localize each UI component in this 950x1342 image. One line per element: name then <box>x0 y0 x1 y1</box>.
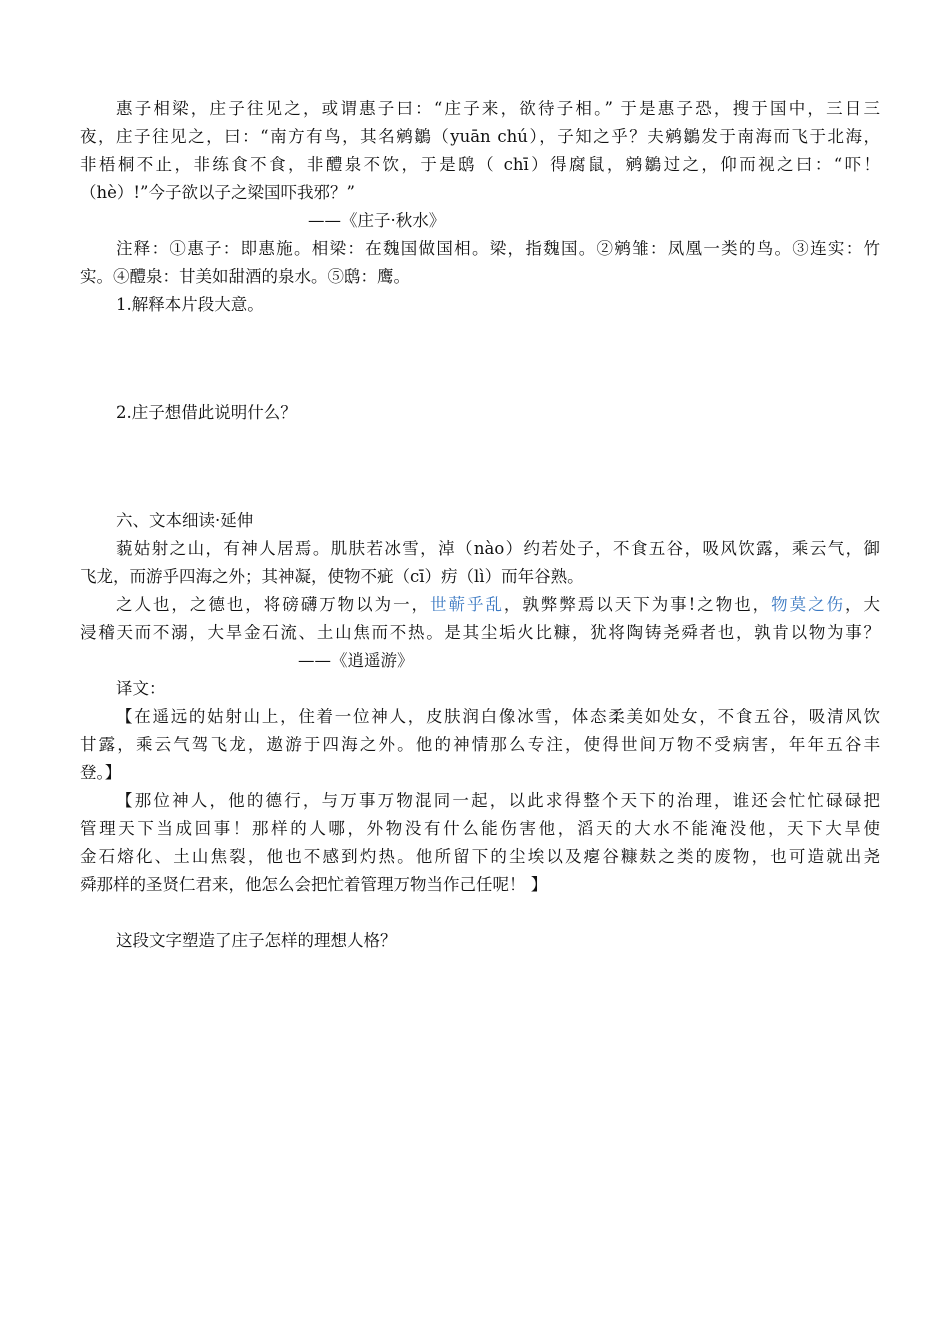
final-question: 这段文字塑造了庄子怎样的理想人格？ <box>116 931 397 950</box>
section6-heading: 六、文本细读·延伸 <box>116 511 254 530</box>
section6-para1-line-1: 藐姑射之山，有神人居焉。肌肤若冰雪，淖（nào）约若处子，不食五谷，吸风饮露，乘云气，御 <box>116 539 880 558</box>
passage1-line-1: 惠子相梁，庄子往见之，或谓惠子曰：“庄子来，欲待子相。” 于是惠子恐，搜于国中，三日三 <box>116 99 880 118</box>
question-2: 2.庄子想借此说明什么？ <box>116 403 297 422</box>
translation2-line-4: 舜那样的圣贤仁君来，他怎么会把忙着管理万物当作己任呢！ 】 <box>80 875 548 894</box>
translation2-line-1: 【那位神人，他的德行，与万事万物混同一起，以此求得整个天下的治理，谁还会忙忙碌碌把 <box>116 791 880 810</box>
translation2-line-3: 金石熔化、土山焦裂，他也不感到灼热。他所留下的尘埃以及瘪谷糠麸之类的废物，也可造就出尧 <box>80 847 880 866</box>
translation1-line-1: 【在遥远的姑射山上，住着一位神人，皮肤润白像冰雪，体态柔美如处女，不食五谷，吸清风饮 <box>116 707 880 726</box>
question-1: 1.解释本片段大意。 <box>116 295 264 314</box>
passage1-line-3: 非梧桐不止，非练食不食，非醴泉不饮，于是鸱（ chī）得腐鼠，鹓鶵过之，仰而视之曰：“吓！ <box>80 155 880 174</box>
translation2-line-2: 管理天下当成回事！那样的人哪，外物没有什么能伤害他，滔天的大水不能淹没他，天下大旱使 <box>80 819 880 838</box>
section6-source: ——《逍遥游》 <box>298 651 414 670</box>
translation1-line-2: 甘露，乘云气驾飞龙，遨游于四海之外。他的神情那么专注，使得世间万物不受病害，年年五谷丰 <box>80 735 880 754</box>
answer-space-1 <box>80 319 880 399</box>
highlight-phrase-2: 物莫之伤 <box>771 595 846 614</box>
passage1-source: ——《庄子·秋水》 <box>308 211 446 230</box>
notes-line-2: 实。④醴泉：甘美如甜酒的泉水。⑤鸱：鹰。 <box>80 267 410 286</box>
spacer <box>80 899 880 927</box>
document-page <box>80 95 880 955</box>
section6-para2-line-2: 浸稽天而不溺，大旱金石流、土山焦而不热。是其尘垢火比糠，犹将陶铸尧舜者也，孰肯以物为事？ <box>80 623 880 642</box>
passage1-line-4: （hè）!”今子欲以子之梁国吓我邪？” <box>80 183 355 202</box>
passage1-line-2: 夜，庄子往见之，曰：“南方有鸟，其名鹓鶵（yuān chú），子知之乎？夫鹓鶵发于南海而飞于北海， <box>80 127 880 146</box>
section6-para2-line-1 <box>80 591 880 619</box>
para2-text-c: ，大 <box>845 595 881 614</box>
para2-text-a: 之人也，之德也，将磅礴万物以为一， <box>116 595 431 614</box>
translation1-line-3: 登。】 <box>80 763 122 782</box>
answer-space-2 <box>80 427 880 507</box>
translation-label: 译文： <box>116 679 166 698</box>
highlight-phrase-1: 世蕲乎乱 <box>430 595 504 614</box>
section6-para1-line-2: 飞龙，而游乎四海之外；其神凝，使物不疵（cī）疠（lì）而年谷熟。 <box>80 567 584 586</box>
para2-text-b: ，孰弊弊焉以天下为事!之物也， <box>503 595 772 614</box>
notes-line-1: 注释：①惠子：即惠施。相梁：在魏国做国相。梁，指魏国。②鹓雏：凤凰一类的鸟。③连实：竹 <box>116 239 880 258</box>
